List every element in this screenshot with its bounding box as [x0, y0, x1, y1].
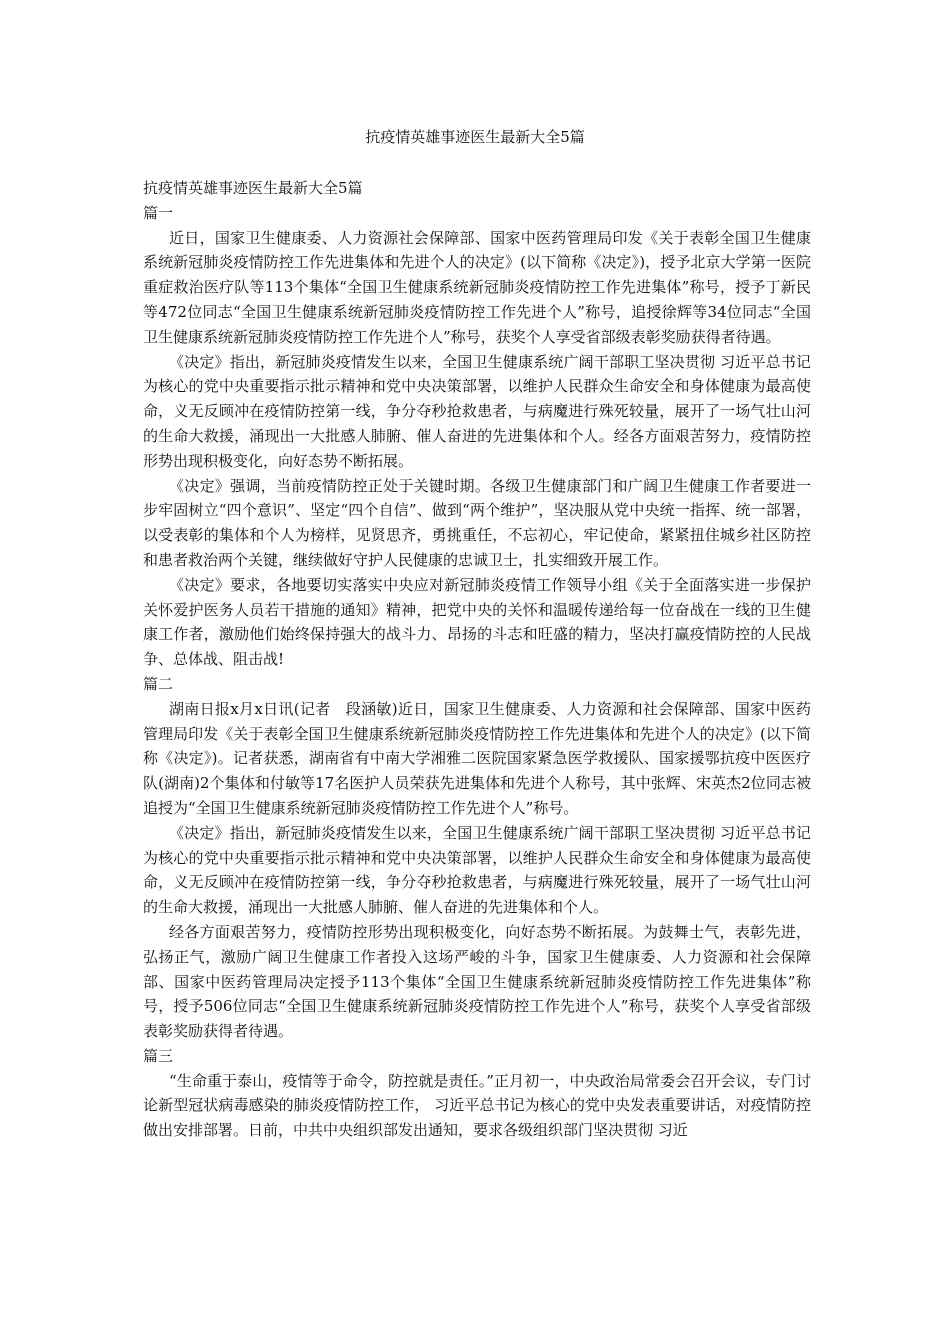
paragraph: 《决定》要求，各地要切实落实中央应对新冠肺炎疫情工作领导小组《关于全面落实进一步保护关怀爱护医务人员若干措施的通知》精神，把党中央的关怀和温暖传递给每一位奋战在一线的卫生健康工作者，激励他们始终保持强大的战斗力、昂扬的斗志和旺盛的精力，坚决打赢疫情防控的人民战争、总体战、阻击战! [143, 575, 811, 669]
section-heading-1: 篇一 [143, 203, 174, 222]
document-body [143, 176, 811, 1143]
document-subtitle: 抗疫情英雄事迹医生最新大全5篇 [143, 179, 363, 197]
paragraph: 《决定》强调，当前疫情防控正处于关键时期。各级卫生健康部门和广阔卫生健康工作者要进一步牢固树立“四个意识”、坚定“四个自信”、做到“两个维护”，坚决服从党中央统一指挥、统一部署，以受表彰的集体和个人为榜样，见贤思齐，勇挑重任，不忘初心，牢记使命，紧紧扭住城乡社区防控和患者救治两个关键，继续做好守护人民健康的忠诚卫士，扎实细致开展工作。 [143, 476, 811, 569]
paragraph: 《决定》指出，新冠肺炎疫情发生以来，全国卫生健康系统广阔干部职工坚决贯彻 习近平总书记为核心的党中央重要指示批示精神和党中央决策部署，以维护人民群众生命安全和身体健康为最高使命，义无反顾冲在疫情防控第一线，争分夺秒抢救患者，与病魔进行殊死较量，展开了一场气壮山河的生命大救援，涌现出一大批感人肺腑、催人奋进的先进集体和个人。 [143, 823, 811, 917]
paragraph: 近日，国家卫生健康委、人力资源社会保障部、国家中医药管理局印发《关于表彰全国卫生健康系统新冠肺炎疫情防控工作先进集体和先进个人的决定》(以下简称《决定》)，授予北京大学第一医院重症救治医疗队等113个集体“全国卫生健康系统新冠肺炎疫情防控工作先进集体”称号，授予丁新民等472位同志“全国卫生健康系统新冠肺炎疫情防控工作先进个人”称号，追授徐辉等34位同志“全国卫生健康系统新冠肺炎疫情防控工作先进个人”称号，获奖个人享受省部级表彰奖励获得者待遇。 [143, 228, 811, 346]
section-heading-3: 篇三 [143, 1046, 174, 1065]
paragraph: 湖南日报x月x日讯(记者 段涵敏)近日，国家卫生健康委、人力资源和社会保障部、国家中医药管理局印发《关于表彰全国卫生健康系统新冠肺炎疫情防控工作先进集体和先进个人的决定》(以下简称《决定》)。记者获悉，湖南省有中南大学湘雅二医院国家紧急医学救援队、国家援鄂抗疫中医医疗队(湖南)2个集体和付敏等17名医护人员荣获先进集体和先进个人称号，其中张辉、宋英杰2位同志被追授为“全国卫生健康系统新冠肺炎疫情防控工作先进个人”称号。 [143, 699, 811, 817]
paragraph: 经各方面艰苦努力，疫情防控形势出现积极变化，向好态势不断拓展。为鼓舞士气，表彰先进，弘扬正气，激励广阔卫生健康工作者投入这场严峻的斗争，国家卫生健康委、人力资源和社会保障部、国家中医药管理局决定授予113个集体“全国卫生健康系统新冠肺炎疫情防控工作先进集体”称号，授予506位同志“全国卫生健康系统新冠肺炎疫情防控工作先进个人”称号，获奖个人享受省部级表彰奖励获得者待遇。 [143, 922, 811, 1041]
section-heading-2: 篇二 [143, 674, 174, 693]
paragraph: 《决定》指出，新冠肺炎疫情发生以来，全国卫生健康系统广阔干部职工坚决贯彻 习近平总书记为核心的党中央重要指示批示精神和党中央决策部署，以维护人民群众生命安全和身体健康为最高使命，义无反顾冲在疫情防控第一线，争分夺秒抢救患者，与病魔进行殊死较量，展开了一场气壮山河的生命大救援，涌现出一大批感人肺腑、催人奋进的先进集体和个人。经各方面艰苦努力，疫情防控形势出现积极变化，向好态势不断拓展。 [143, 352, 811, 470]
paragraph: “生命重于泰山，疫情等于命令，防控就是责任。”正月初一，中央政治局常委会召开会议，专门讨论新型冠状病毒感染的肺炎疫情防控工作， 习近平总书记为核心的党中央发表重要讲话，对疫情防控做出安排部署。日前，中共中央组织部发出通知，要求各级组织部门坚决贯彻 习近 [143, 1071, 811, 1140]
document-title: 抗疫情英雄事迹医生最新大全5篇 [365, 128, 585, 146]
